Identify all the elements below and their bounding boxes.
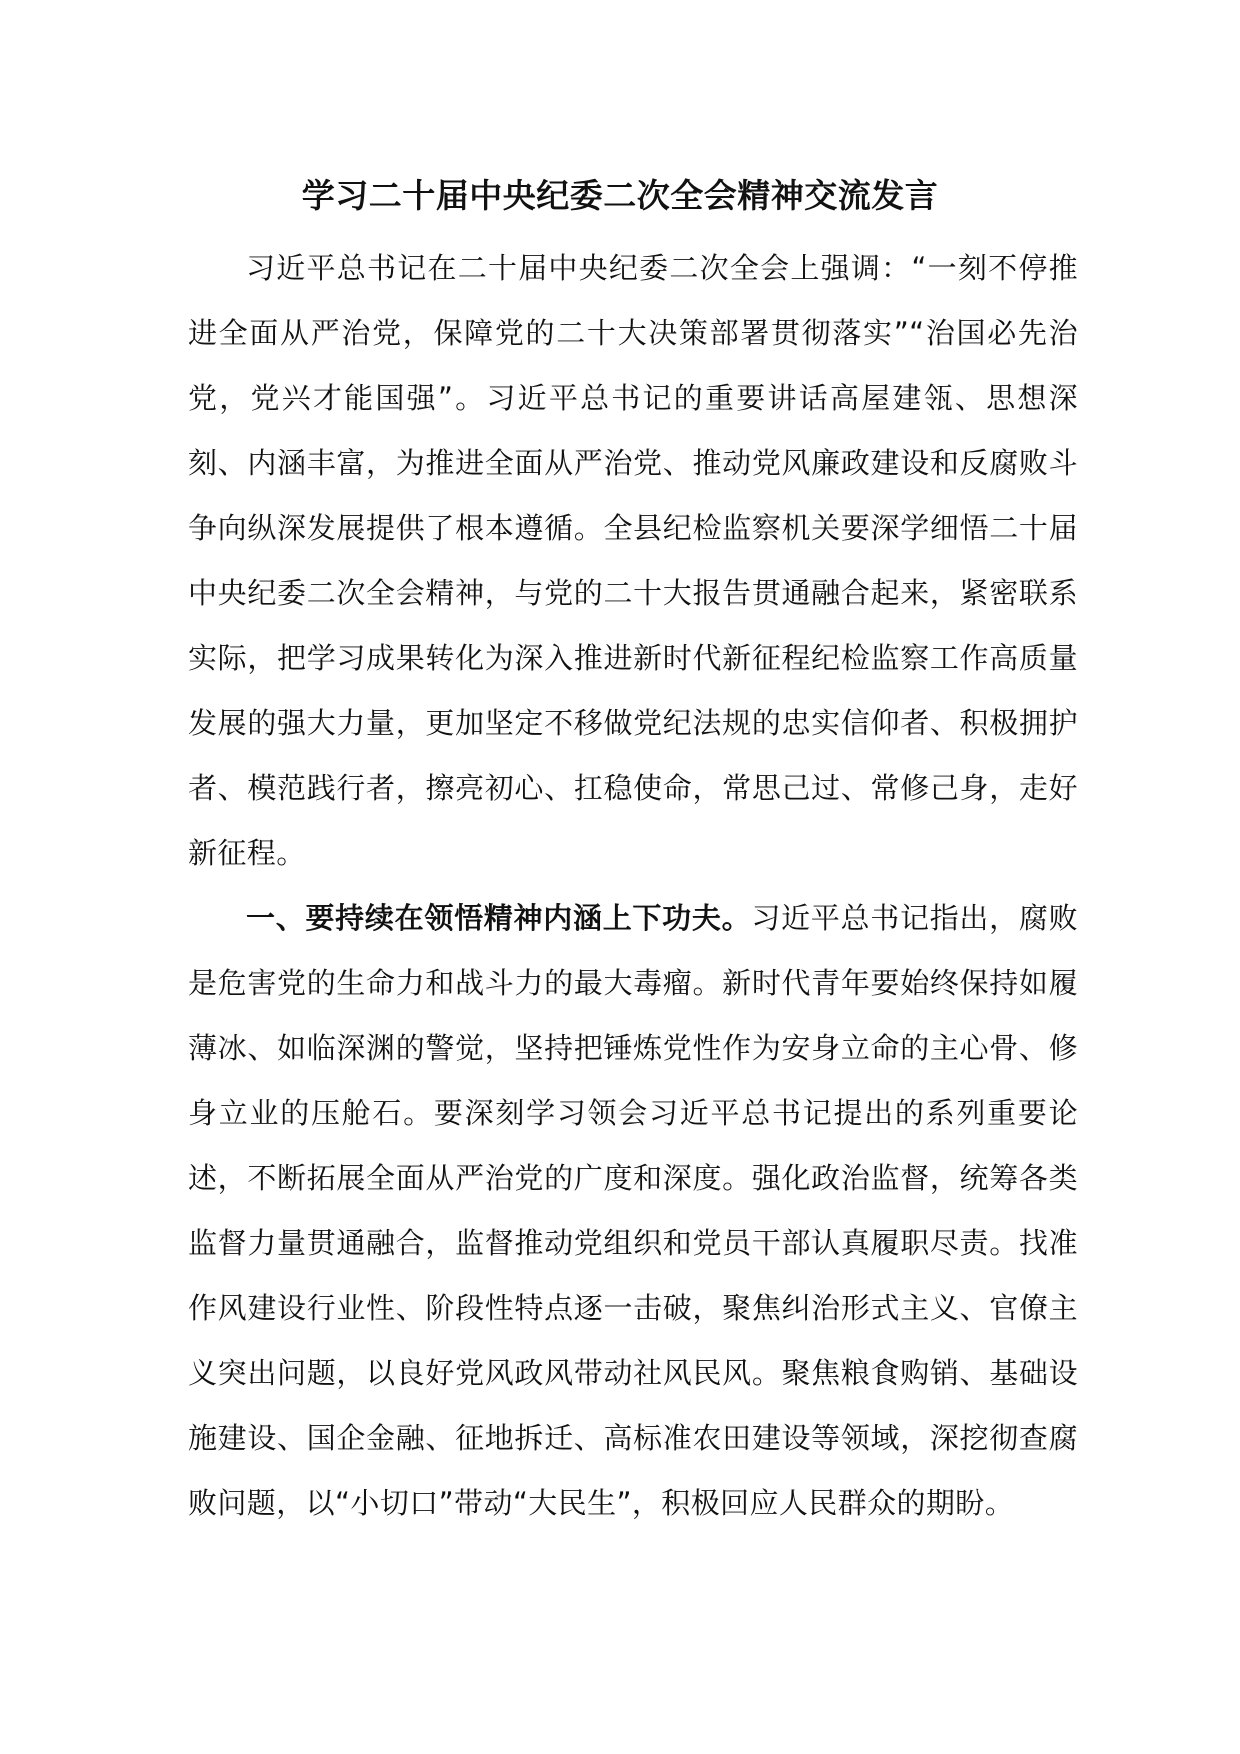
paragraph-section-1 bbox=[188, 886, 1078, 1536]
document-body bbox=[188, 236, 1078, 1536]
document-title: 学习二十届中央纪委二次全会精神交流发言 bbox=[301, 176, 939, 215]
section-1-heading: 一、要持续在领悟精神内涵上下功夫。 bbox=[246, 901, 752, 935]
paragraph-intro bbox=[188, 236, 1078, 886]
section-1-text: 习近平总书记指出，腐败是危害党的生命力和战斗力的最大毒瘤。新时代青年要始终保持如履薄冰、如临深渊的警觉，坚持把锤炼党性作为安身立命的主心骨、修身立业的压舱石。要深刻学习领会习近平总书记提出的系列重要论述，不断拓展全面从严治党的广度和深度。强化政治监督，统筹各类监督力量贯通融合，监督推动党组织和党员干部认真履职尽责。找准作风建设行业性、阶段性特点逐一击破，聚焦纠治形式主义、官僚主义突出问题，以良好党风政风带动社风民风。聚焦粮食购销、基础设施建设、国企金融、征地拆迁、高标准农田建设等领域，深挖彻查腐败问题，以“小切口”带动“大民生”，积极回应人民群众的期盼。 bbox=[188, 901, 1078, 1520]
paragraph-intro-text: 习近平总书记在二十届中央纪委二次全会上强调：“一刻不停推进全面从严治党，保障党的二十大决策部署贯彻落实”“治国必先治党，党兴才能国强”。习近平总书记的重要讲话高屋建瓴、思想深刻、内涵丰富，为推进全面从严治党、推动党风廉政建设和反腐败斗争向纵深发展提供了根本遵循。全县纪检监察机关要深学细悟二十届中央纪委二次全会精神，与党的二十大报告贯通融合起来，紧密联系实际，把学习成果转化为深入推进新时代新征程纪检监察工作高质量发展的强大力量，更加坚定不移做党纪法规的忠实信仰者、积极拥护者、模范践行者，擦亮初心、扛稳使命，常思己过、常修己身，走好新征程。 bbox=[188, 251, 1078, 870]
